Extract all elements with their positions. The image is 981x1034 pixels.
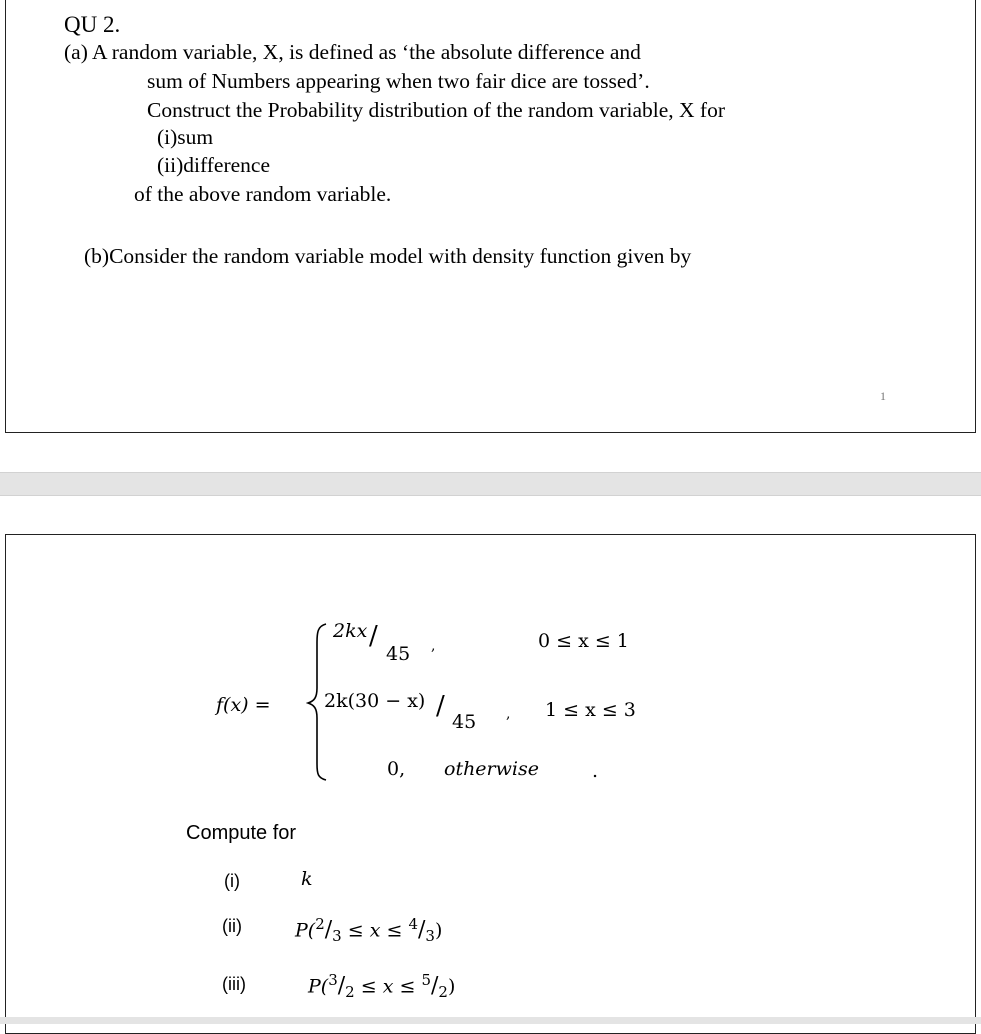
part-ii-close: ) bbox=[434, 919, 443, 942]
part-ii-ineq: ≤ x ≤ bbox=[341, 919, 409, 942]
part-iii-prob: P( bbox=[308, 975, 329, 998]
part-ii-den1: 3 bbox=[332, 927, 342, 946]
page-number: 1 bbox=[880, 389, 886, 403]
part-a-line-1: (a) A random variable, X, is defined as ‘the absolute difference and bbox=[64, 40, 641, 64]
part-iii-label: (iii) bbox=[222, 974, 246, 994]
document-page-1 bbox=[5, 0, 976, 433]
bottom-gap bbox=[0, 1017, 981, 1024]
case2-condition: 1 ≤ x ≤ 3 bbox=[545, 699, 636, 721]
part-ii-num2: 4 bbox=[408, 915, 418, 933]
part-ii-num1: 2 bbox=[315, 915, 325, 933]
part-iii-num2: 5 bbox=[421, 971, 431, 989]
case1-slash: / bbox=[369, 621, 378, 651]
part-i-label: (i) bbox=[224, 871, 240, 891]
case3-value: 0, bbox=[387, 758, 406, 780]
page-gap bbox=[0, 472, 981, 496]
part-ii-prob: P( bbox=[295, 919, 316, 942]
part-iii-close: ) bbox=[447, 975, 456, 998]
part-iii-expression: $P(^3/_2 \le x \le ^5/_2)$ bbox=[308, 971, 456, 1002]
case2-separator: , bbox=[506, 706, 511, 722]
case1-denominator: 45 bbox=[386, 643, 411, 665]
part-a-line-2: sum of Numbers appearing when two fair dice are tossed’. bbox=[147, 69, 650, 93]
case3-condition: otherwise bbox=[444, 758, 539, 780]
part-iii-den1: 2 bbox=[345, 983, 355, 1002]
part-i-expression: k bbox=[301, 868, 313, 890]
fx-label: f(x) = bbox=[216, 694, 271, 716]
case1-numerator: 2kx bbox=[333, 620, 368, 642]
document-page-2 bbox=[5, 534, 976, 1034]
case2-slash: / bbox=[436, 691, 445, 721]
part-b-line: (b)Consider the random variable model with density function given by bbox=[84, 244, 692, 268]
part-a-sub-i: (i)sum bbox=[157, 125, 214, 149]
part-ii-expression: $P(^2/_3 \le x \le ^4/_3)$ bbox=[295, 915, 443, 946]
case3-period: . bbox=[592, 760, 599, 782]
part-ii-den2: 3 bbox=[425, 927, 435, 946]
part-iii-den2: 2 bbox=[438, 983, 448, 1002]
part-a-line-3: Construct the Probability distribution of the random variable, X for bbox=[147, 98, 726, 122]
compute-for-label: Compute for bbox=[186, 822, 297, 844]
part-a-sub-ii: (ii)difference bbox=[157, 153, 271, 177]
part-iii-num1: 3 bbox=[328, 971, 338, 989]
question-heading: QU 2. bbox=[64, 12, 121, 37]
part-ii-label: (ii) bbox=[222, 916, 242, 936]
case1-condition: 0 ≤ x ≤ 1 bbox=[538, 630, 629, 652]
case2-denominator: 45 bbox=[452, 711, 477, 733]
part-a-line-4: of the above random variable. bbox=[134, 182, 392, 206]
part-iii-ineq: ≤ x ≤ bbox=[354, 975, 422, 998]
case1-separator: , bbox=[431, 638, 436, 654]
case2-numerator: 2k(30 − x) bbox=[324, 690, 426, 712]
